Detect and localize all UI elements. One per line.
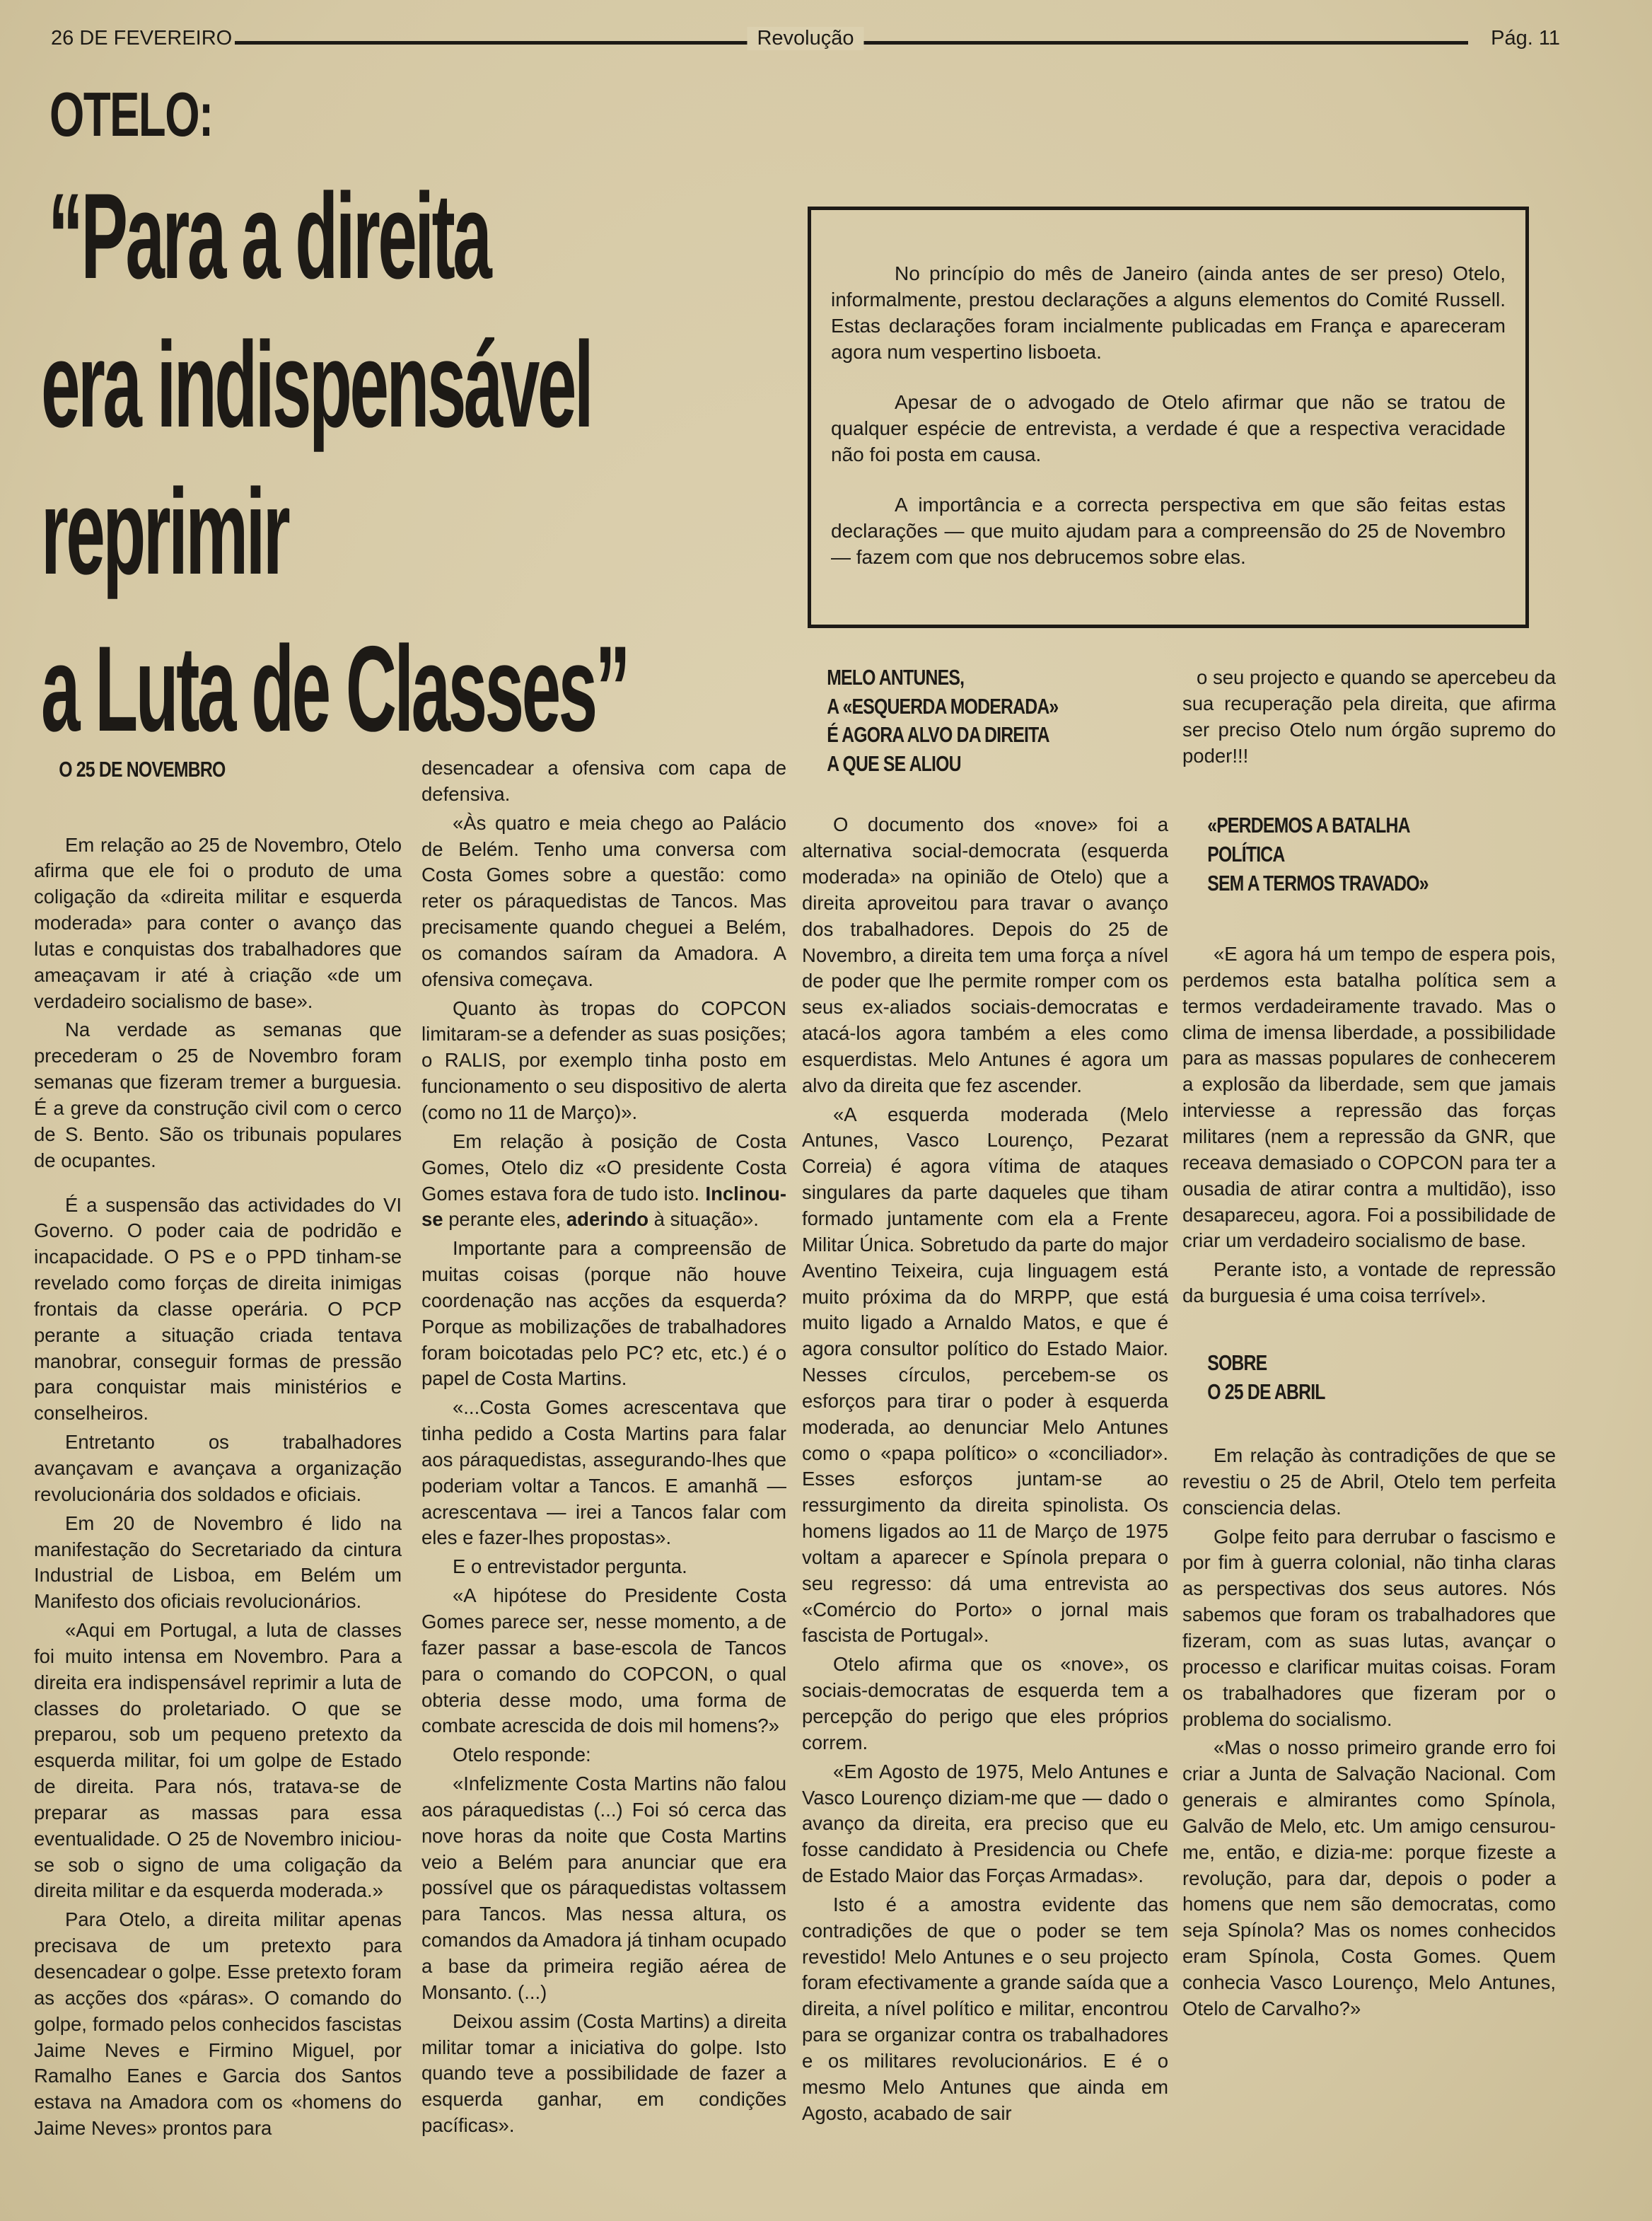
section-heading: POLÍTICA bbox=[1207, 841, 1285, 866]
article-paragraph: Em relação às contradições de que se revestiu o 25 de Abril, Otelo tem perfeita consciencia delas. bbox=[1182, 1444, 1556, 1519]
article-column-2 bbox=[421, 755, 786, 2142]
headline-line-2: era indispensável bbox=[41, 317, 592, 453]
article-column-1 bbox=[34, 757, 402, 2145]
article-paragraph: desencadear a ofensiva com capa de defensiva. bbox=[421, 757, 786, 805]
article-paragraph bbox=[421, 1129, 786, 1233]
section-heading: O 25 DE ABRIL bbox=[1207, 1379, 1325, 1404]
text-run: Em relação à posição de Costa Gomes, Otelo diz «O presidente Costa Gomes estava fora de tudo isto. bbox=[421, 1130, 786, 1205]
article-paragraph: Importante para a compreensão de muitas coisas (porque não houve coordenação nas acções da esquerda? Porque as mobilizações de trabalhadores foram boicotadas pelo PC? etc, etc.) é o papel de Costa Martins. bbox=[421, 1237, 786, 1390]
article-paragraph: Em 20 de Novembro é lido na manifestação do Secretariado da cintura Industrial de Lisboa, em Belém um Manifesto dos oficiais revolucionários. bbox=[34, 1512, 402, 1613]
intro-paragraph: No princípio do mês de Janeiro (ainda antes de ser preso) Otelo, informalmente, prestou declarações a alguns elementos do Comité Russell. Estas declarações foram incialmente publicadas em França e apareceram agora num vespertino lisboeta. bbox=[831, 262, 1506, 363]
section-heading: MELO ANTUNES, bbox=[827, 665, 965, 690]
text-run: à situação». bbox=[653, 1208, 759, 1231]
bold-text: aderindo bbox=[566, 1208, 648, 1231]
article-paragraph: «Infelizmente Costa Martins não falou aos páraquedistas (...) Foi só cerca das nove horas da noite que Costa Martins veio a Belém para anunciar que era possível que os páraquedistas voltassem para Tancos. Mas nessa altura, os comandos da Amadora já tinham ocupado a base da primeira região aérea de Monsanto. (...) bbox=[421, 1773, 786, 2003]
header-newspaper-name: Revolução bbox=[747, 27, 863, 50]
article-paragraph: «A esquerda moderada (Melo Antunes, Vasco Lourenço, Pezarat Correia) é agora vítima de ataques singulares da parte daqueles que tiham formado juntamente com ela a Frente Militar Única. Sobretudo da parte do major Aventino Teixeira, cuja linguagem está muito próxima da do MRPP, que está muito ligado a Arnaldo Matos, e que é agora consultor político do Estado Maior. Nesses círculos, percebem-se os esforços para tirar o poder à esquerda moderada, ao denunciar Melo Antunes como o «papa político» o «conciliador». Esses esforços juntam-se ao ressurgimento da direita spinolista. Os homens ligados ao 11 de Março de 1975 voltam a aparecer e Spínola prepara o seu regresso: dá uma entrevista ao «Comércio do Porto» o jornal mais fascista de Portugal». bbox=[802, 1103, 1168, 1647]
article-paragraph: Perante isto, a vontade de repressão da burguesia é uma coisa terrível». bbox=[1182, 1258, 1556, 1307]
section-heading: A QUE SE ALIOU bbox=[827, 750, 961, 776]
article-paragraph: «Mas o nosso primeiro grande erro foi criar a Junta de Salvação Nacional. Com generais e almirantes como Spínola, Galvão de Melo, etc. Um amigo censurou-me, então, e dizia-me: porque fizeste a revolução, para dar, depois o poder a homens que nem são democratas, como seja Spínola? Mas os nomes conhecidos eram Spínola, Costa Gomes. Quem conhecia Vasco Lourenço, Melo Antunes, Otelo de Carvalho?» bbox=[1182, 1736, 1556, 2019]
article-paragraph: «Em Agosto de 1975, Melo Antunes e Vasco Lourenço diziam-me que — dado o avanço da direita, era preciso que eu fosse candidato à Presidencia ou Chefe de Estado Maior das Forças Armadas». bbox=[802, 1760, 1168, 1887]
intro-paragraph: Apesar de o advogado de Otelo afirmar que não se tratou de qualquer espécie de entrevista, a verdade é que a respectiva veracidade não foi posta em causa. bbox=[831, 390, 1506, 465]
intro-box bbox=[808, 207, 1529, 628]
article-paragraph: «A hipótese do Presidente Costa Gomes parece ser, nesse momento, a de fazer passar a base-escola de Tancos para o comando do COPCON, o qual obteria desse modo, uma forma de combate acrescida de dois mil homens?» bbox=[421, 1584, 786, 1737]
article-paragraph: Quanto às tropas do COPCON limitaram-se a defender as suas posições; o RALIS, por exemplo tinha posto em funcionamento o seu dispositivo de alerta (como no 11 de Março)». bbox=[421, 997, 786, 1123]
article-paragraph: Para Otelo, a direita militar apenas precisava de um pretexto para desencadear o golpe. Esse pretexto foram as acções dos «páras». O comando do golpe, formado pelos conhecidos fascistas Jaime Neves e Firmino Miguel, por Ramalho Eanes e Garcia dos Santos estava na Amadora com os «homens do Jaime Neves» prontos para bbox=[34, 1908, 402, 2140]
article-paragraph: Otelo responde: bbox=[453, 1744, 591, 1766]
article-paragraph: «...Costa Gomes acrescentava que tinha pedido a Costa Martins para falar aos páraquedistas, assegurando-lhes que poderiam voltar a Tancos. E amanhã — acrescentava — irei a Tancos falar com eles e fazer-lhes propostas». bbox=[421, 1396, 786, 1549]
article-paragraph: Otelo afirma que os «nove», os sociais-democratas de esquerda tem a percepção do perigo que eles próprios correm. bbox=[802, 1653, 1168, 1753]
article-paragraph: Golpe feito para derrubar o fascismo e por fim à guerra colonial, não tinha claras as perspectivas dos seus autores. Nós sabemos que foram os trabalhadores que fizeram, com as suas lutas, avançar o processo e clarificar muitas coisas. Foram os trabalhadores que fizeram por o problema do socialismo. bbox=[1182, 1525, 1556, 1730]
article-paragraph: Em relação ao 25 de Novembro, Otelo afirma que ele foi o produto de uma coligação da «direita militar e esquerda moderada» para conter o avanço das lutas e conquistas dos trabalhadores que ameaçavam ir até à criação «de um verdadeiro socialismo de base». bbox=[34, 833, 402, 1012]
headline-line-1: “Para a direita bbox=[48, 168, 490, 304]
article-column-4 bbox=[1182, 665, 1556, 2025]
section-heading: É AGORA ALVO DA DIREITA bbox=[827, 722, 1049, 748]
headline-line-4: a Luta de Classes” bbox=[41, 621, 629, 757]
page-header bbox=[51, 27, 1560, 62]
section-heading: A «ESQUERDA MODERADA» bbox=[827, 693, 1059, 719]
header-date: 26 DE FEVEREIRO bbox=[51, 27, 233, 50]
article-paragraph: o seu projecto e quando se apercebeu da sua recuperação pela direita, que afirma ser preciso Otelo num órgão supremo do poder!!! bbox=[1182, 666, 1556, 767]
article-paragraph: Isto é a amostra evidente das contradições de que o poder se tem revestido! Melo Antunes e o seu projecto foram efectivamente a grande saída que a direita, a nível político e militar, encontrou para se organizar contra os trabalhadores e os militares revolucionários. E é o mesmo Melo Antunes que ainda em Agosto, acabado de sair bbox=[802, 1893, 1168, 2124]
article-paragraph: É a suspensão das actividades do VI Governo. O poder caia de podridão e incapacidade. O PS e o PPD tinham-se revelado como forças de direita inimigas frontais da classe operária. O PCP perante a situação criada tentava manobrar, conseguir formas de pressão para conquistar mais ministérios e conselheiros. bbox=[34, 1193, 402, 1425]
article-paragraph: Deixou assim (Costa Martins) a direita militar tomar a iniciativa do golpe. Isto quando teve a possibilidade de fazer a esquerda ganhar, em condições pacíficas». bbox=[421, 2010, 786, 2137]
article-paragraph: O documento dos «nove» foi a alternativa social-democrata (esquerda moderada» na opinião de Otelo) que a direita aproveitou para travar o avanço dos trabalhadores. Depois do 25 de Novembro, a direita tem uma força a nível de poder que lhe permite romper com os seus ex-aliados sociais-democratas e atacá-los agora também a eles como esquerdistas. Melo Antunes é agora um alvo da direita que fez ascender. bbox=[802, 813, 1168, 1096]
article-paragraph: Entretanto os trabalhadores avançavam e avançava a organização revolucionária dos soldados e oficiais. bbox=[34, 1431, 402, 1505]
article-paragraph: «Aqui em Portugal, a luta de classes foi muito intensa em Novembro. Para a direita era indispensável reprimir a luta de classes do proletariado. O que se preparou, sob um pequeno pretexto da esquerda militar, foi um golpe de Estado de direita. Para nós, tratava-se de preparar as massas para essa eventualidade. O 25 de Novembro iniciou-se sob o signo de uma coligação da direita militar e da esquerda moderada.» bbox=[34, 1619, 402, 1902]
bold-text: Inclinou-se bbox=[421, 1182, 787, 1231]
article-column-3 bbox=[802, 665, 1168, 2130]
article-paragraph: Na verdade as semanas que precederam o 25 de Novembro foram semanas que fizeram tremer a burguesia. É a greve da construção civil com o cerco de S. Bento. São os tribunais populares de ocupantes. bbox=[34, 1019, 402, 1171]
article-paragraph: «E agora há um tempo de espera pois, perdemos esta batalha política sem a termos verdadeiramente travado. Mas o clima de imensa liberdade, a possibilidade para as massas populares de conhecerem a explosão da liberdade, sem que jamais interviesse a repressão das forças militares (nem a repressão da GNR, que receava demasiado o COPCON para ter a ousadia de atirar contra a multidão), isso desapareceu, agora. Foi a possibilidade de criar um verdadeiro socialismo de base. bbox=[1182, 943, 1556, 1252]
section-heading: O 25 DE NOVEMBRO bbox=[59, 757, 226, 782]
section-heading: SOBRE bbox=[1207, 1350, 1267, 1375]
section-heading: SEM A TERMOS TRAVADO» bbox=[1207, 870, 1429, 895]
section-heading: «PERDEMOS A BATALHA bbox=[1207, 813, 1410, 838]
article-paragraph: «Às quatro e meia chego ao Palácio de Belém. Tenho uma conversa com Costa Gomes sobre a questão: como reter os páraquedistas de Tancos. Mas precisamente quando cheguei a Belém, os comandos saíram da Amadora. A ofensiva começava. bbox=[421, 811, 786, 990]
headline-kicker: OTELO: bbox=[50, 79, 213, 149]
header-page-number: Pág. 11 bbox=[1491, 27, 1560, 50]
headline-line-3: reprimir bbox=[41, 464, 289, 600]
intro-paragraph: A importância e a correcta perspectiva em que são feitas estas declarações — que muito ajudam para a compreensão do 25 de Novembro — fazem com que nos debrucemos sobre elas. bbox=[831, 493, 1506, 568]
article-paragraph: E o entrevistador pergunta. bbox=[453, 1555, 687, 1578]
headline bbox=[41, 79, 791, 757]
text-run: perante eles, bbox=[448, 1208, 562, 1231]
